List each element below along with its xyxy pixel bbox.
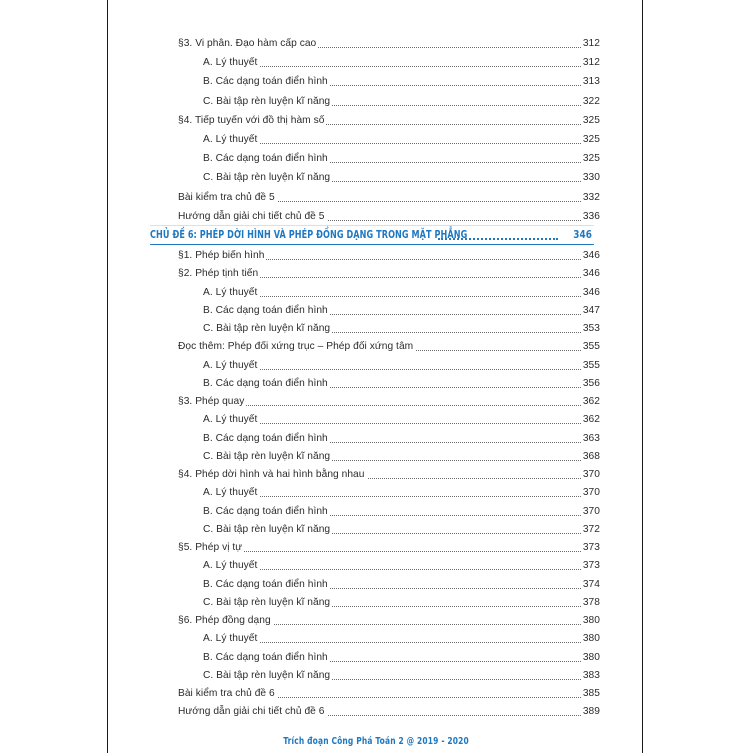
chapter-dot-leader <box>438 238 558 240</box>
toc-page-number: 380 <box>582 633 600 645</box>
toc-subsection-row[interactable] <box>0 503 753 521</box>
toc-section-row[interactable] <box>0 612 753 630</box>
dot-leader <box>205 569 581 570</box>
toc-entry-title: A. Lý thuyết <box>203 131 259 149</box>
toc-page-number: 380 <box>582 615 600 626</box>
toc-subsection-row[interactable] <box>0 357 753 375</box>
toc-entry-title: C. Bài tập rèn luyện kĩ năng <box>203 93 332 111</box>
toc-subsection-row[interactable] <box>0 320 753 338</box>
toc-page-number: 332 <box>582 191 600 203</box>
toc-entry-title: A. Lý thuyết <box>203 630 259 648</box>
toc-entry-title: §1. Phép biến hình <box>178 247 266 265</box>
toc-section-row[interactable] <box>0 247 753 265</box>
toc-subsection-row[interactable] <box>0 54 753 72</box>
toc-section-row[interactable] <box>0 35 753 53</box>
toc-page-number: 372 <box>582 523 600 535</box>
toc-page-number: 389 <box>582 706 600 718</box>
toc-entry-title: §4. Tiếp tuyến với đồ thị hàm số <box>178 112 326 130</box>
toc-page-number: 378 <box>582 596 600 608</box>
toc-subsection-row[interactable] <box>0 649 753 667</box>
toc-entry-title: §3. Vi phân. Đạo hàm cấp cao <box>178 35 318 53</box>
toc-subsection-row[interactable] <box>0 430 753 448</box>
dot-leader <box>205 496 581 497</box>
toc-section-row[interactable] <box>0 466 753 484</box>
toc-section-row[interactable] <box>0 265 753 283</box>
toc-page-number: 368 <box>582 450 600 462</box>
toc-page-number: 374 <box>582 578 600 590</box>
toc-page-number: 362 <box>582 396 600 407</box>
toc-subsection-row[interactable] <box>0 576 753 594</box>
toc-section-row[interactable] <box>0 393 753 411</box>
toc-subsection-row[interactable] <box>0 484 753 502</box>
toc-entry-title: §5. Phép vị tự <box>178 539 244 557</box>
toc-subsection-row[interactable] <box>0 302 753 320</box>
toc-entry-title: C. Bài tập rèn luyện kĩ năng <box>203 594 332 612</box>
toc-page-number: 325 <box>582 153 600 165</box>
chapter-page-number: 346 <box>573 229 592 241</box>
toc-entry-title: C. Bài tập rèn luyện kĩ năng <box>203 521 332 539</box>
toc-entry-title: A. Lý thuyết <box>203 411 259 429</box>
dot-leader <box>205 143 581 144</box>
toc-section-row[interactable] <box>0 112 753 130</box>
toc-entry-title: Bài kiểm tra chủ đề 5 <box>178 189 277 207</box>
toc-entry-title: §6. Phép đồng dạng <box>178 612 273 630</box>
toc-subsection-row[interactable] <box>0 131 753 149</box>
toc-page-number: 346 <box>582 250 600 261</box>
toc-section-row[interactable] <box>0 703 753 721</box>
toc-entry-title: Đọc thêm: Phép đối xứng trục – Phép đối xứng tâm <box>178 338 415 356</box>
toc-entry-title: §4. Phép dời hình và hai hình bằng nhau <box>178 466 367 484</box>
toc-entry-title: A. Lý thuyết <box>203 484 259 502</box>
toc-entry-title: B. Các dạng toán điển hình <box>203 430 330 448</box>
toc-section-row[interactable] <box>0 539 753 557</box>
toc-page-number: 312 <box>582 38 600 49</box>
toc-subsection-row[interactable] <box>0 150 753 168</box>
toc-subsection-row[interactable] <box>0 73 753 91</box>
toc-page-number: 325 <box>582 134 600 145</box>
toc-entry-title: §3. Phép quay <box>178 393 246 411</box>
toc-entry-title: B. Các dạng toán điển hình <box>203 375 330 393</box>
dot-leader <box>205 369 581 370</box>
toc-entry-title: A. Lý thuyết <box>203 357 259 375</box>
toc-page-number: 380 <box>582 651 600 663</box>
toc-page-number: 362 <box>582 414 600 426</box>
toc-subsection-row[interactable] <box>0 411 753 429</box>
toc-subsection-row[interactable] <box>0 630 753 648</box>
toc-entry-title: C. Bài tập rèn luyện kĩ năng <box>203 448 332 466</box>
toc-page-number: 325 <box>582 114 600 126</box>
toc-subsection-row[interactable] <box>0 594 753 612</box>
toc-page-number: 356 <box>582 377 600 389</box>
toc-section-row[interactable] <box>0 338 753 356</box>
chapter-heading[interactable] <box>150 226 594 244</box>
toc-page-number: 370 <box>582 469 600 480</box>
toc-page-number: 363 <box>582 432 600 444</box>
toc-page-number: 322 <box>582 95 600 107</box>
toc-page-number: 385 <box>582 688 600 699</box>
toc-entry-title: B. Các dạng toán điển hình <box>203 302 330 320</box>
toc-page-number: 373 <box>582 560 600 572</box>
dot-leader <box>205 642 581 643</box>
toc-page-number: 346 <box>582 268 600 280</box>
toc-page-number: 370 <box>582 487 600 499</box>
toc-page-number: 355 <box>582 341 600 353</box>
toc-section-row[interactable] <box>0 208 753 226</box>
toc-page-number: 355 <box>582 359 600 371</box>
toc-subsection-row[interactable] <box>0 557 753 575</box>
toc-entry-title: C. Bài tập rèn luyện kĩ năng <box>203 320 332 338</box>
toc-page-number: 373 <box>582 542 600 553</box>
toc-page-number: 370 <box>582 505 600 517</box>
toc-entry-title: Hướng dẫn giải chi tiết chủ đề 5 <box>178 208 327 226</box>
footer-text: Trích đoạn Công Phá Toán 2 @ 2019 - 2020 <box>283 736 470 747</box>
dot-leader <box>205 296 581 297</box>
toc-entry-title: B. Các dạng toán điển hình <box>203 73 330 91</box>
toc-entry-title: C. Bài tập rèn luyện kĩ năng <box>203 169 332 187</box>
toc-entry-title: B. Các dạng toán điển hình <box>203 150 330 168</box>
toc-page-number: 353 <box>582 323 600 334</box>
toc-page-number: 383 <box>582 669 600 681</box>
toc-entry-title: Bài kiểm tra chủ đề 6 <box>178 685 277 703</box>
toc-entry-title: Hướng dẫn giải chi tiết chủ đề 6 <box>178 703 327 721</box>
toc-page-number: 312 <box>582 57 600 69</box>
toc-page-number: 313 <box>582 76 600 88</box>
toc-subsection-row[interactable] <box>0 169 753 187</box>
toc-entry-title: A. Lý thuyết <box>203 284 259 302</box>
toc-entry-title: A. Lý thuyết <box>203 54 259 72</box>
toc-subsection-row[interactable] <box>0 448 753 466</box>
dot-leader <box>205 423 581 424</box>
toc-subsection-row[interactable] <box>0 93 753 111</box>
toc-page-number: 336 <box>582 210 600 222</box>
toc-entry-title: C. Bài tập rèn luyện kĩ năng <box>203 667 332 685</box>
toc-page-number: 346 <box>582 286 600 298</box>
dot-leader <box>205 66 581 67</box>
toc-entry-title: B. Các dạng toán điển hình <box>203 649 330 667</box>
chapter-bottom-rule <box>150 244 594 245</box>
page-footer <box>0 736 753 747</box>
toc-subsection-row[interactable] <box>0 375 753 393</box>
toc-entry-title: B. Các dạng toán điển hình <box>203 576 330 594</box>
toc-page-number: 330 <box>582 172 600 184</box>
toc-subsection-row[interactable] <box>0 521 753 539</box>
toc-section-row[interactable] <box>0 189 753 207</box>
toc-entry-title: §2. Phép tịnh tiến <box>178 265 260 283</box>
toc-entry-title: B. Các dạng toán điển hình <box>203 503 330 521</box>
toc-entry-title: A. Lý thuyết <box>203 557 259 575</box>
toc-subsection-row[interactable] <box>0 667 753 685</box>
toc-subsection-row[interactable] <box>0 284 753 302</box>
chapter-title: CHỦ ĐỀ 6: PHÉP DỜI HÌNH VÀ PHÉP ĐỒNG DẠNG TRONG MẶT PHẲNG <box>150 229 468 241</box>
toc-page-number: 347 <box>582 304 600 316</box>
toc-section-row[interactable] <box>0 685 753 703</box>
